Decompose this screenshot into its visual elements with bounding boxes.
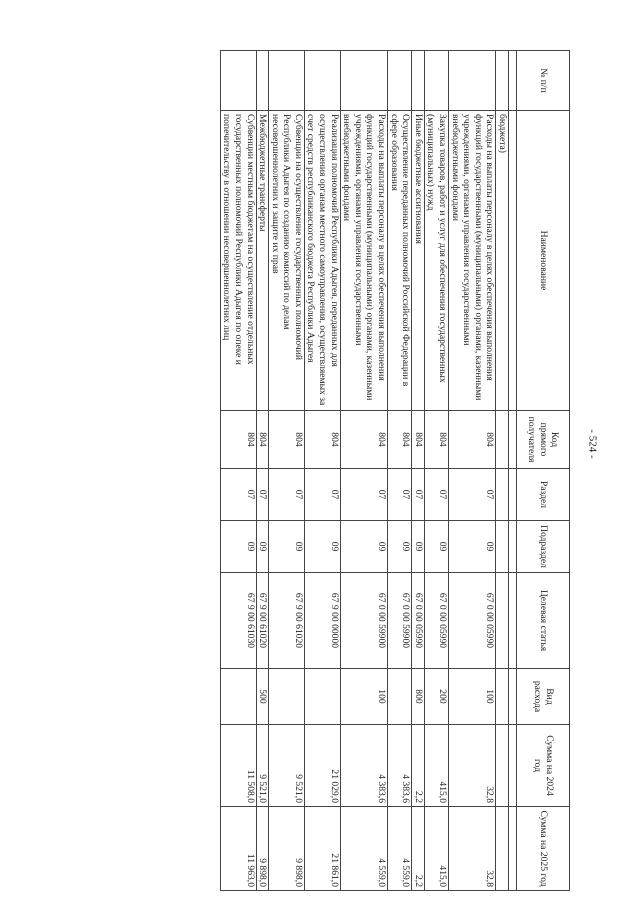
row-sum-2024-cell: 4 383,6	[388, 725, 412, 807]
row-target-cell: 67 9 00 00000	[304, 573, 340, 669]
row-name-cell: Осуществление переданных полномочий Российской Федерации в сфере образования	[388, 111, 412, 411]
row-code-cell: 804	[412, 411, 425, 469]
row-sum-2024-cell: 415,0	[424, 725, 448, 807]
row-subsection-cell: 09	[412, 521, 425, 573]
row-num-cell	[269, 51, 305, 111]
row-exp-type-cell	[304, 669, 340, 725]
row-num-cell	[256, 51, 269, 111]
row-code-cell: 804	[449, 411, 496, 469]
row-sum-2025-cell: 2,2	[412, 807, 425, 891]
row-sum-2024-cell: 11 508,0	[220, 725, 256, 807]
row-target-cell: 67 0 00 05990	[412, 573, 425, 669]
row-num-cell	[412, 51, 425, 111]
row-name-cell: Субвенции местным бюджетам на осуществление отдельных государственных полномочий Республики Адыгея по опеке и попечительству в отношении несовершеннолетних лиц	[220, 111, 256, 411]
row-section-cell: 07	[424, 469, 448, 521]
row-sum-2025-cell	[496, 807, 509, 891]
row-code-cell: 804	[256, 411, 269, 469]
row-code-cell: 804	[340, 411, 387, 469]
row-exp-type-cell	[220, 669, 256, 725]
row-sum-2024-cell: 9 521,0	[256, 725, 269, 807]
row-name-cell: Межбюджетные трансферты	[256, 111, 269, 411]
row-sum-2025-cell: 9 898,0	[256, 807, 269, 891]
row-name-cell: Расходы на выплаты персоналу в целях обеспечения выполнения функций государственными (муниципальными) органами, казенными учреждениями, органами управления государственными внебюджетными фондами	[449, 111, 496, 411]
row-name-cell: Иные бюджетные ассигнования	[412, 111, 425, 411]
row-section-cell	[496, 469, 509, 521]
row-sum-2025-cell: 9 898,0	[269, 807, 305, 891]
header-sum-2024: Сумма на 2024 год	[517, 725, 570, 807]
row-num-cell	[340, 51, 387, 111]
header-target: Целевая статья	[517, 573, 570, 669]
row-sum-2025-cell: 32,8	[449, 807, 496, 891]
row-sum-2025-cell: 11 963,0	[220, 807, 256, 891]
row-sum-2024-cell	[496, 725, 509, 807]
budget-table	[220, 50, 570, 891]
table-body	[220, 51, 508, 891]
row-target-cell: 67 9 00 61020	[269, 573, 305, 669]
row-target-cell: 67 9 00 61030	[220, 573, 256, 669]
row-section-cell: 07	[449, 469, 496, 521]
row-exp-type-cell	[388, 669, 412, 725]
row-section-cell: 07	[220, 469, 256, 521]
row-sum-2025-cell: 4 559,0	[388, 807, 412, 891]
header-subsection: Подраздел	[517, 521, 570, 573]
table-row	[388, 51, 412, 891]
row-name-cell: Закупка товаров, работ и услуг для обеспечения государственных (муниципальных) нужд	[424, 111, 448, 411]
table-row	[424, 51, 448, 891]
table-row	[256, 51, 269, 891]
row-name-cell: Расходы на выплаты персоналу в целях обеспечения выполнения функций государственными (муниципальными) органами, казенными учреждениями, органами управления государственными внебюджетными фондами	[340, 111, 387, 411]
row-subsection-cell: 09	[388, 521, 412, 573]
table-row	[304, 51, 340, 891]
row-exp-type-cell: 500	[256, 669, 269, 725]
row-num-cell	[424, 51, 448, 111]
row-subsection-cell: 09	[220, 521, 256, 573]
header-code: Код прямого получателя	[517, 411, 570, 469]
row-name-cell: бюджета)	[496, 111, 509, 411]
row-sum-2024-cell: 32,8	[449, 725, 496, 807]
row-sum-2024-cell: 21 029,0	[304, 725, 340, 807]
row-target-cell: 67 9 00 61020	[256, 573, 269, 669]
row-sum-2024-cell: 9 521,0	[269, 725, 305, 807]
rotated-table-container	[60, 50, 570, 890]
row-target-cell	[496, 573, 509, 669]
row-num-cell	[304, 51, 340, 111]
header-num: № п/п	[517, 51, 570, 111]
row-subsection-cell: 09	[449, 521, 496, 573]
row-exp-type-cell: 100	[340, 669, 387, 725]
row-exp-type-cell: 200	[424, 669, 448, 725]
row-code-cell: 804	[269, 411, 305, 469]
row-section-cell: 07	[256, 469, 269, 521]
row-subsection-cell: 09	[256, 521, 269, 573]
header-sum-2025: Сумма на 2025 год	[517, 807, 570, 891]
table-row	[340, 51, 387, 891]
row-num-cell	[388, 51, 412, 111]
table-row	[220, 51, 256, 891]
row-code-cell: 804	[220, 411, 256, 469]
row-num-cell	[220, 51, 256, 111]
row-subsection-cell: 09	[424, 521, 448, 573]
table-header-row	[517, 51, 570, 891]
row-sum-2025-cell: 415,0	[424, 807, 448, 891]
row-num-cell	[449, 51, 496, 111]
row-name-cell: Реализация полномочий Республики Адыгея, переданных для осуществления органам местного самоуправления, осуществляемых за счет средств республиканского бюджета Республики Адыгея	[304, 111, 340, 411]
header-exp-type: Вид расхода	[517, 669, 570, 725]
row-sum-2025-cell: 4 559,0	[340, 807, 387, 891]
row-section-cell: 07	[304, 469, 340, 521]
row-target-cell: 67 0 00 05990	[449, 573, 496, 669]
row-section-cell: 07	[388, 469, 412, 521]
row-exp-type-cell	[496, 669, 509, 725]
row-section-cell: 07	[412, 469, 425, 521]
row-target-cell: 67 0 00 59900	[340, 573, 387, 669]
row-code-cell: 804	[424, 411, 448, 469]
row-sum-2025-cell: 21 861,0	[304, 807, 340, 891]
table-row	[449, 51, 496, 891]
row-section-cell: 07	[269, 469, 305, 521]
row-exp-type-cell: 800	[412, 669, 425, 725]
header-spacer-row	[509, 51, 517, 891]
row-target-cell: 67 0 00 59900	[388, 573, 412, 669]
row-exp-type-cell	[269, 669, 305, 725]
row-target-cell: 67 0 00 05990	[424, 573, 448, 669]
row-subsection-cell: 09	[304, 521, 340, 573]
row-sum-2024-cell: 2,2	[412, 725, 425, 807]
row-sum-2024-cell: 4 383,6	[340, 725, 387, 807]
header-section: Раздел	[517, 469, 570, 521]
row-section-cell: 07	[340, 469, 387, 521]
row-num-cell	[496, 51, 509, 111]
row-subsection-cell: 09	[269, 521, 305, 573]
row-code-cell	[496, 411, 509, 469]
row-subsection-cell	[496, 521, 509, 573]
row-subsection-cell: 09	[340, 521, 387, 573]
header-name: Наименование	[517, 111, 570, 411]
page-number: - 524 -	[586, 429, 599, 459]
row-exp-type-cell: 100	[449, 669, 496, 725]
table-row	[412, 51, 425, 891]
row-code-cell: 804	[304, 411, 340, 469]
table-row	[269, 51, 305, 891]
row-code-cell: 804	[388, 411, 412, 469]
table-row	[496, 51, 509, 891]
row-name-cell: Субвенции на осуществление государственных полномочий Республики Адыгея по созданию комиссий по делам несовершеннолетних и защите их прав	[269, 111, 305, 411]
